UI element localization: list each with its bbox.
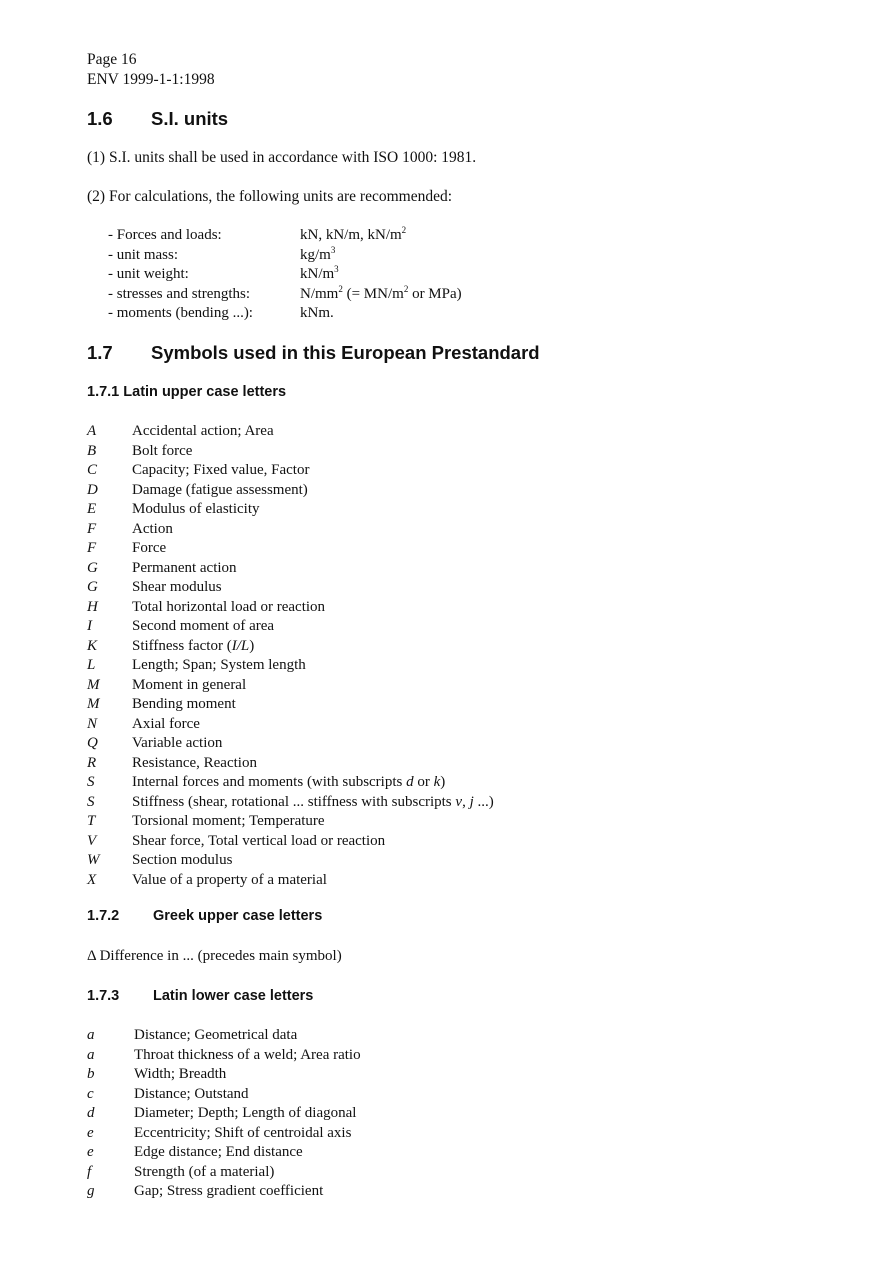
section-1-7-3-heading — [87, 988, 313, 1004]
list-item: Q Variable action — [87, 735, 223, 751]
units-row — [108, 285, 462, 305]
paragraph-2: (2) For calculations, the following units are recommended: — [87, 188, 453, 205]
list-item: f Strength (of a material) — [87, 1163, 275, 1180]
units-row — [108, 265, 462, 285]
units-row — [108, 246, 462, 266]
list-item: S Stiffness (shear, rotational ... stiffness with subscripts v, j ...) — [87, 793, 494, 810]
list-item: W Section modulus — [87, 852, 233, 868]
section-number: 1.7.2 — [87, 908, 120, 924]
units-label: - unit weight: — [108, 266, 189, 282]
list-item: E Modulus of elasticity — [87, 501, 260, 517]
section-number: 1.7.3 — [87, 988, 120, 1004]
units-row — [108, 304, 462, 324]
list-item: G Shear modulus — [87, 579, 222, 595]
section-1-7-heading — [87, 342, 540, 364]
units-label: - Forces and loads: — [108, 227, 222, 243]
list-item: a Throat thickness of a weld; Area ratio — [87, 1046, 361, 1063]
list-item: b Width; Breadth — [87, 1066, 227, 1082]
units-value: $N/mm^2$ (= $MN/m^2$ or MPa) — [300, 283, 462, 302]
paragraph-1: (1) S.I. units shall be used in accordance with ISO 1000: 1981. — [87, 149, 477, 166]
list-item: F Action — [87, 520, 173, 537]
latin-lower-list — [87, 1026, 361, 1202]
page-header — [87, 50, 215, 90]
list-item: H Total horizontal load or reaction — [87, 598, 326, 615]
units-value: kN, kN/m, $kN/m^2$ — [300, 225, 407, 243]
page-number: Page 16 — [87, 51, 137, 68]
section-1-6-heading — [87, 108, 228, 130]
list-item: F Force — [87, 540, 167, 556]
section-title: S.I. units — [151, 108, 229, 129]
list-item: D Damage (fatigue assessment) — [87, 481, 308, 498]
section-1-7-2-heading — [87, 908, 322, 924]
list-item: V Shear force, Total vertical load or reaction — [87, 832, 386, 849]
list-item: S Internal forces and moments (with subscripts d or k) — [87, 774, 446, 790]
section-title: Latin lower case letters — [153, 988, 314, 1004]
list-item: K Stiffness factor (I/L) — [87, 637, 255, 654]
list-item: X Value of a property of a material — [87, 871, 327, 888]
list-item: G Permanent action — [87, 559, 237, 576]
document-id: ENV 1999-1-1:1998 — [87, 71, 215, 88]
section-1-7-1-heading — [87, 384, 286, 400]
list-item: M Moment in general — [87, 676, 247, 693]
latin-upper-list — [87, 422, 494, 890]
list-item: g Gap; Stress gradient coefficient — [87, 1183, 324, 1199]
units-value: kNm. — [300, 305, 334, 321]
section-title: Greek upper case letters — [153, 908, 323, 924]
list-item: B Bolt force — [87, 442, 193, 459]
section-number: 1.7.1 — [87, 384, 120, 400]
list-item: N Axial force — [87, 715, 200, 732]
list-item: I Second moment of area — [87, 618, 275, 634]
units-row — [108, 226, 462, 246]
greek-delta-line: Δ Difference in ... (precedes main symbol) — [87, 948, 342, 964]
units-value: $kN/m^3$ — [300, 264, 339, 282]
list-item: L Length; Span; System length — [87, 657, 306, 673]
list-item: T Torsional moment; Temperature — [87, 813, 325, 829]
section-title: Latin upper case letters — [123, 384, 287, 400]
list-item: c Distance; Outstand — [87, 1085, 249, 1102]
list-item: M Bending moment — [87, 696, 236, 712]
units-value: $kg/m^3$ — [300, 244, 336, 263]
units-label: - moments (bending ...): — [108, 305, 253, 321]
units-list — [108, 226, 462, 324]
list-item: d Diameter; Depth; Length of diagonal — [87, 1105, 357, 1121]
section-title: Symbols used in this European Prestandard — [151, 342, 540, 363]
list-item: a Distance; Geometrical data — [87, 1027, 298, 1043]
list-item: A Accidental action; Area — [87, 423, 274, 439]
list-item: e Edge distance; End distance — [87, 1144, 303, 1160]
section-number: 1.6 — [87, 108, 113, 129]
units-label: - unit mass: — [108, 246, 178, 263]
list-item: C Capacity; Fixed value, Factor — [87, 462, 310, 478]
list-item: e Eccentricity; Shift of centroidal axis — [87, 1124, 352, 1141]
section-number: 1.7 — [87, 342, 113, 363]
units-label: - stresses and strengths: — [108, 285, 251, 302]
list-item: R Resistance, Reaction — [87, 754, 257, 771]
